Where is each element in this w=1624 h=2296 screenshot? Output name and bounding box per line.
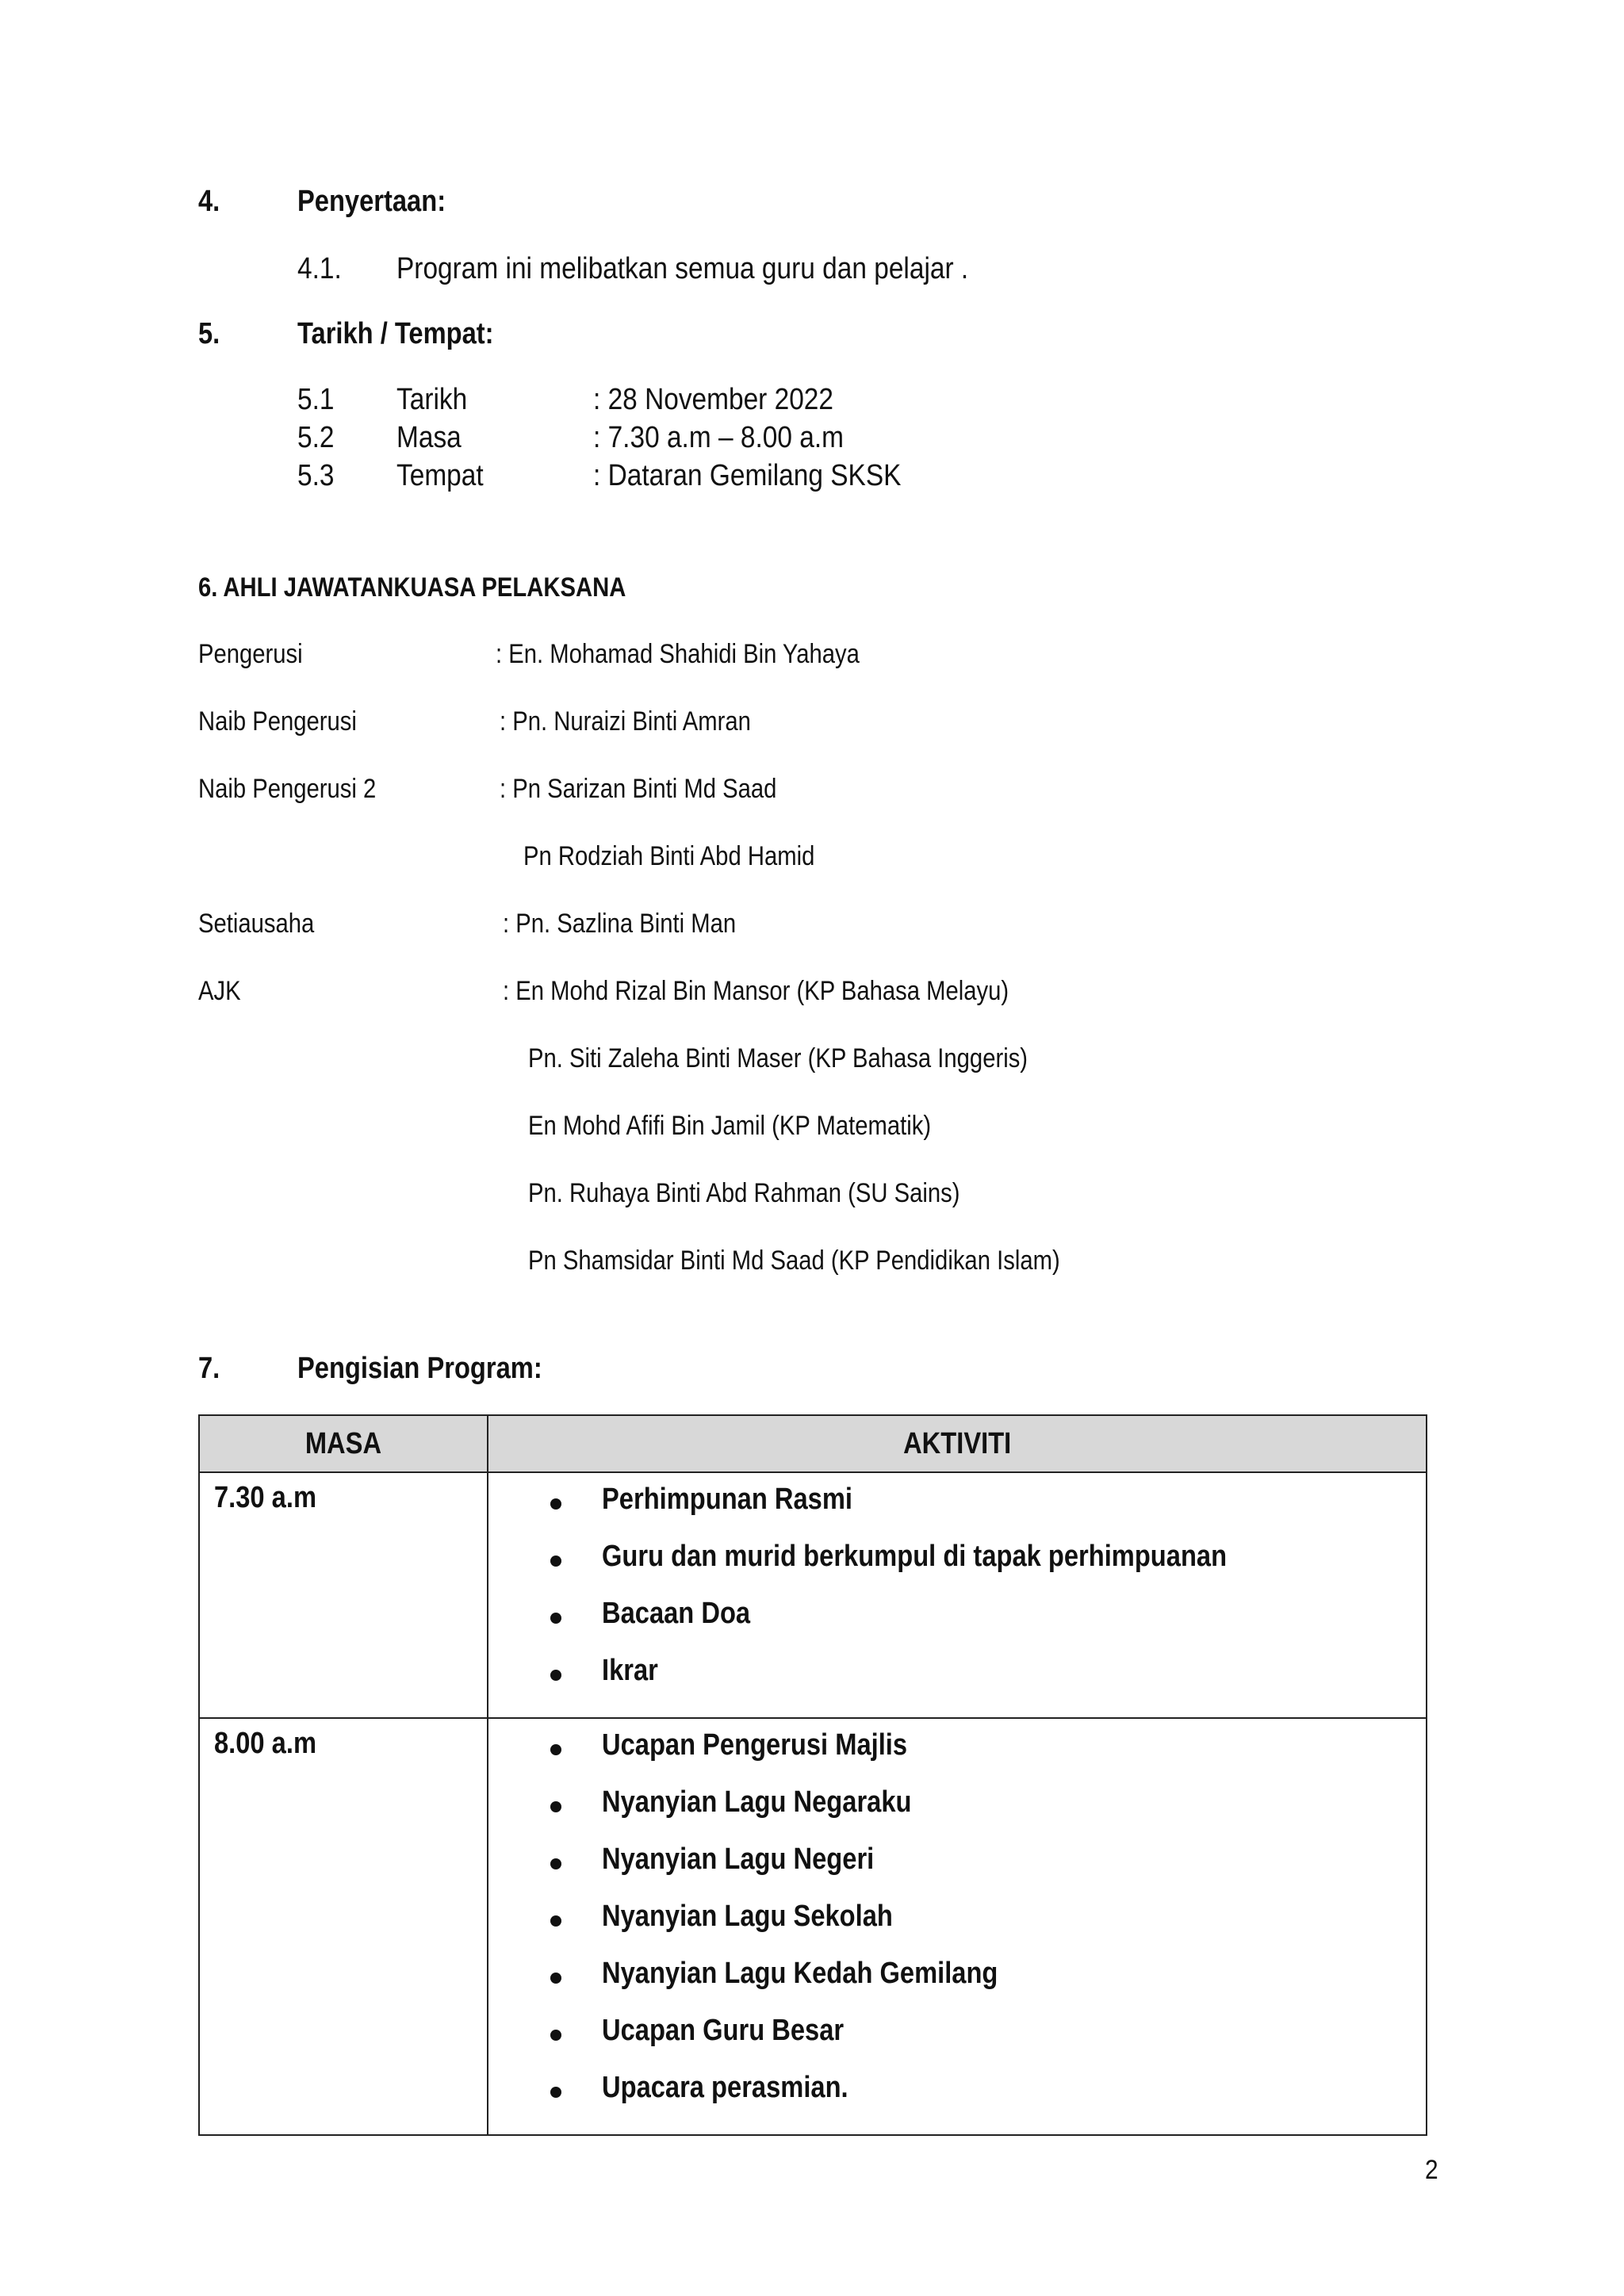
aktiviti-cell [488,1472,1427,1718]
activity-list [488,1719,1426,2134]
list-item: Nyanyian Lagu Negaraku [488,1781,1426,1838]
committee-role: Setiausaha [198,909,315,939]
committee-member: : En Mohd Rizal Bin Mansor (KP Bahasa Melayu) [503,976,1009,1006]
list-item: Ikrar [488,1649,1426,1706]
bullet-icon [550,2087,561,2098]
committee-role: Pengerusi [198,639,303,669]
list-item: Guru dan murid berkumpul di tapak perhimpuanan [488,1535,1426,1592]
table-row [199,1472,1427,1718]
section-7-title: Pengisian Program: [297,1352,542,1385]
section-7-number: 7. [198,1352,220,1385]
section-5-item-number: 5.1 [297,383,335,416]
committee-role: Naib Pengerusi [198,706,357,737]
table-row [199,1718,1427,2135]
header-masa: MASA [199,1415,488,1472]
bullet-icon [550,1973,561,1984]
committee-role: Naib Pengerusi 2 [198,774,377,804]
committee-member: : En. Mohamad Shahidi Bin Yahaya [496,639,860,669]
section-4-item-number: 4.1. [297,252,342,285]
section-5-item-value: : 28 November 2022 [593,383,834,416]
committee-member: : Pn. Sazlina Binti Man [503,909,737,939]
list-item: Perhimpunan Rasmi [488,1478,1426,1535]
committee-member: Pn. Siti Zaleha Binti Maser (KP Bahasa Inggeris) [528,1043,1028,1073]
bullet-icon [550,1613,561,1624]
section-5-item-label: Tempat [396,459,484,492]
section-5-item-value: : Dataran Gemilang SKSK [593,459,902,492]
committee-role: AJK [198,976,241,1006]
list-item: Nyanyian Lagu Sekolah [488,1895,1426,1952]
bullet-icon [550,2030,561,2041]
masa-cell: 8.00 a.m [199,1718,488,2135]
committee-member: : Pn. Nuraizi Binti Amran [500,706,751,737]
committee-member: En Mohd Afifi Bin Jamil (KP Matematik) [528,1111,932,1141]
bullet-icon [550,1556,561,1567]
bullet-icon [550,1801,561,1812]
masa-cell: 7.30 a.m [199,1472,488,1718]
section-6-title: 6. AHLI JAWATANKUASA PELAKSANA [198,572,626,603]
list-item: Nyanyian Lagu Kedah Gemilang [488,1952,1426,2009]
table-header-row [199,1415,1427,1472]
list-item: Nyanyian Lagu Negeri [488,1838,1426,1895]
section-4-title: Penyertaan: [297,185,446,218]
section-4-item-text: Program ini melibatkan semua guru dan pelajar . [396,252,969,285]
program-table [198,1414,1427,2136]
committee-member: Pn Shamsidar Binti Md Saad (KP Pendidikan Islam) [528,1246,1060,1276]
page-number: 2 [1425,2155,1438,2185]
section-5-item-label: Tarikh [396,383,468,416]
committee-member: Pn. Ruhaya Binti Abd Rahman (SU Sains) [528,1178,960,1208]
list-item: Upacara perasmian. [488,2066,1426,2123]
bullet-icon [550,1670,561,1681]
section-5-item-number: 5.3 [297,459,335,492]
committee-member: : Pn Sarizan Binti Md Saad [500,774,777,804]
committee-member: Pn Rodziah Binti Abd Hamid [523,841,815,871]
aktiviti-cell [488,1718,1427,2135]
bullet-icon [550,1744,561,1755]
list-item: Ucapan Pengerusi Majlis [488,1724,1426,1781]
bullet-icon [550,1915,561,1927]
section-5-item-label: Masa [396,421,462,454]
section-4-number: 4. [198,185,220,218]
section-5-item-number: 5.2 [297,421,335,454]
activity-list [488,1473,1426,1717]
section-5-title: Tarikh / Tempat: [297,317,494,350]
bullet-icon [550,1858,561,1869]
section-5-number: 5. [198,317,220,350]
header-aktiviti: AKTIVITI [488,1415,1427,1472]
section-5-item-value: : 7.30 a.m – 8.00 a.m [593,421,845,454]
list-item: Ucapan Guru Besar [488,2009,1426,2066]
list-item: Bacaan Doa [488,1592,1426,1649]
bullet-icon [550,1498,561,1510]
